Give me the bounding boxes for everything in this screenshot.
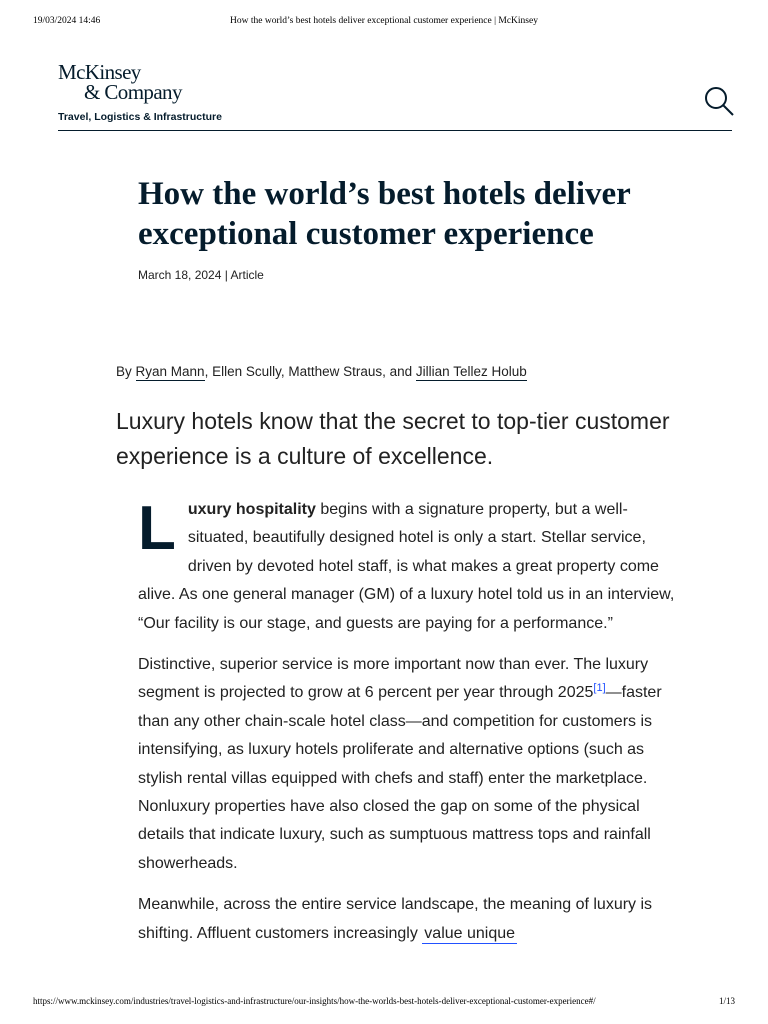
paragraph-1 (138, 496, 678, 638)
paragraph-3-text: Meanwhile, across the entire service landscape, the meaning of luxury is shifting. Affluent customers increasingly (138, 896, 653, 942)
byline-prefix: By (116, 364, 136, 379)
paragraph-2-text-a: Distinctive, superior service is more important now than ever. The luxury segment is projected to grow at 6 percent per year through 2025 (138, 656, 649, 702)
article-meta (138, 268, 264, 282)
mckinsey-logo[interactable] (58, 62, 182, 102)
article-type: Article (230, 268, 264, 282)
print-page-title: How the world’s best hotels deliver exceptional customer experience | McKinsey (230, 16, 538, 26)
print-timestamp: 19/03/2024 14:46 (33, 16, 101, 26)
byline (116, 364, 527, 379)
drop-cap: L (138, 494, 176, 563)
search-icon (702, 84, 736, 118)
search-button[interactable] (702, 84, 736, 118)
header-divider (58, 130, 732, 131)
paragraph-3 (138, 891, 678, 948)
paragraph-2-text-b: —faster than any other chain-scale hotel class—and competition for customers is intensifying, as luxury hotels proliferate and alternative options (such as stylish rental villas equipped with chefs and staff) enter the marketplace. Nonluxury properties have also closed the gap on some of the physical details that indicate luxury, such as sumptuous mattress tops and rainfall showerheads. (138, 684, 662, 872)
print-footer (0, 996, 768, 1010)
value-unique-link[interactable]: value unique (424, 924, 516, 942)
article-title: How the world’s best hotels deliver exceptional customer experience (138, 176, 631, 252)
print-header (0, 16, 768, 30)
author-link-jillian-tellez-holub[interactable]: Jillian Tellez Holub (415, 364, 527, 379)
footnote-link-1[interactable]: [1] (593, 682, 606, 695)
article-body (138, 496, 678, 961)
byline-middle: , Ellen Scully, Matthew Straus, and (204, 364, 416, 379)
article-intro: Luxury hotels know that the secret to top-tier customer experience is a culture of excellence. (116, 408, 670, 469)
print-url: https://www.mckinsey.com/industries/travel-logistics-and-infrastructure/our-insights/how-the-worlds-best-hotels-deliver-exceptional-customer-experience#/ (33, 996, 596, 1006)
lead-in-bold: uxury hospitality (187, 501, 316, 518)
paragraph-1-text: begins with a signature property, but a well-situated, beautifully designed hotel is only a start. Stellar service, driven by devoted hotel staff, is what makes a great property come alive. As one general manager (GM) of a luxury hotel told us in an interview, “Our facility is our stage, and guests are paying for a performance.” (138, 501, 675, 632)
article-date: March 18, 2024 (138, 268, 222, 282)
meta-separator: | (221, 268, 231, 282)
author-link-ryan-mann[interactable]: Ryan Mann (135, 364, 205, 379)
logo-line-2: & Company (84, 80, 182, 104)
print-page-number: 1/13 (718, 996, 735, 1006)
logo-line-1: McKinsey (58, 60, 141, 84)
paragraph-2 (138, 651, 678, 878)
section-link[interactable]: Travel, Logistics & Infrastructure (58, 111, 222, 123)
